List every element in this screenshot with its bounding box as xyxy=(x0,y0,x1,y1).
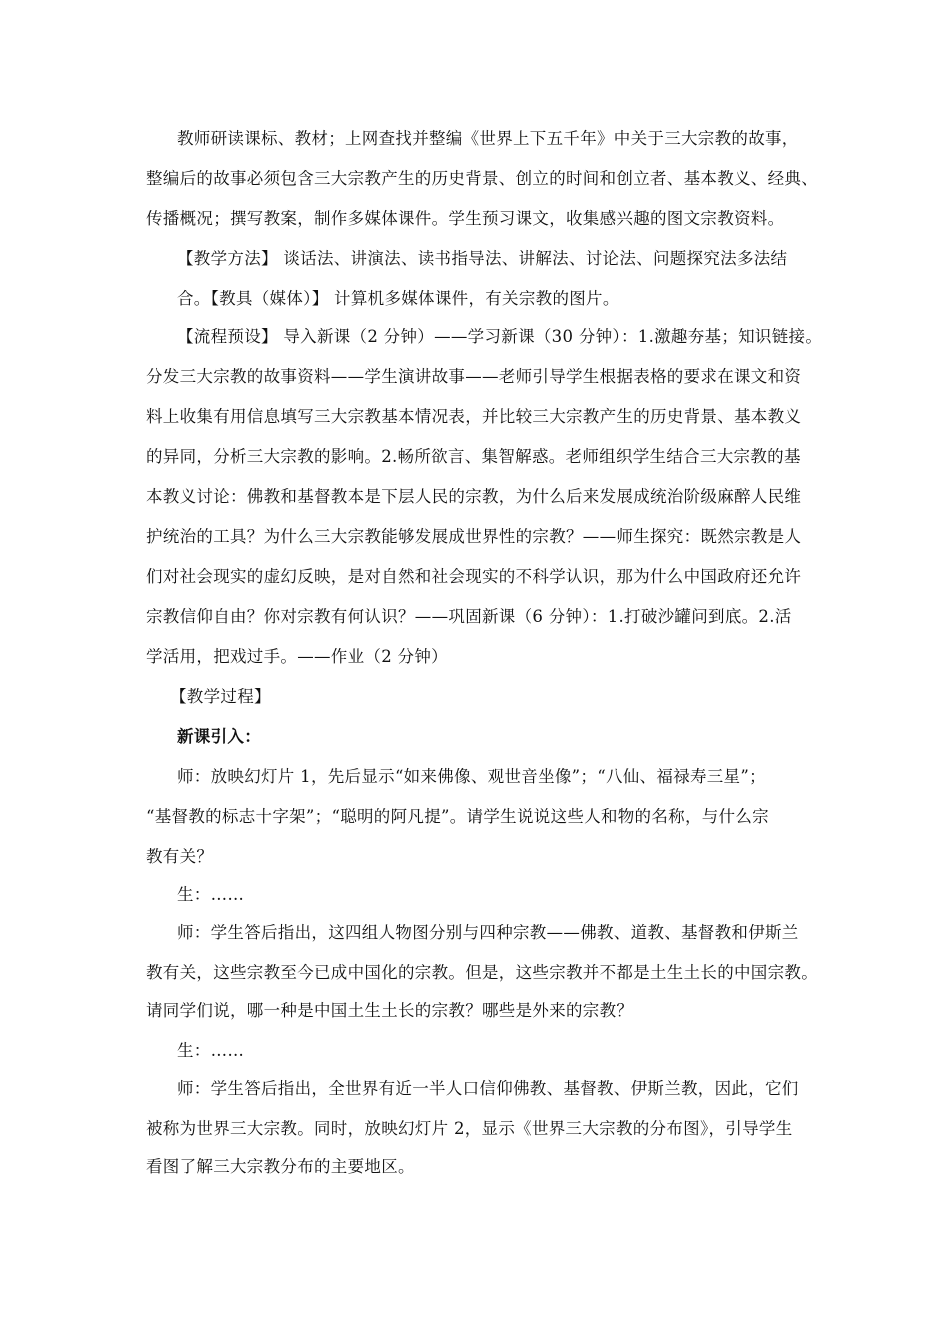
teacher-line: 师：放映幻灯片 1，先后显示“如来佛像、观世音坐像”；“八仙、福禄寿三星”； xyxy=(177,767,766,786)
teacher-line: 师：学生答后指出，这四组人物图分别与四种宗教——佛教、道教、基督教和伊斯兰 xyxy=(177,923,799,942)
paragraph-line: 请同学们说，哪一种是中国土生土长的宗教？哪些是外来的宗教？ xyxy=(146,1001,634,1020)
paragraph-line: 教有关，这些宗教至今已成中国化的宗教。但是，这些宗教并不都是土生土长的中国宗教。 xyxy=(146,963,818,982)
paragraph-line: 的异同，分析三大宗教的影响。2.畅所欲言、集智解惑。老师组织学生结合三大宗教的基 xyxy=(146,447,801,466)
student-line: 生：…… xyxy=(177,885,245,904)
paragraph-line: 本教义讨论：佛教和基督教本是下层人民的宗教，为什么后来发展成统治阶级麻醉人民维 xyxy=(146,487,802,506)
process-plan-line: 【流程预设】 导入新课（2 分钟）——学习新课（30 分钟）：1.激趣夯基；知识链接。 xyxy=(177,327,823,346)
student-line: 生：…… xyxy=(177,1041,245,1060)
paragraph-line: 们对社会现实的虚幻反映，是对自然和社会现实的不科学认识，那为什么中国政府还允许 xyxy=(146,567,802,586)
paragraph-line: 整编后的故事必须包含三大宗教产生的历史背景、创立的时间和创立者、基本教义、经典、 xyxy=(146,169,818,188)
paragraph-line: 料上收集有用信息填写三大宗教基本情况表，并比较三大宗教产生的历史背景、基本教义 xyxy=(146,407,802,426)
teacher-line: 师：学生答后指出，全世界有近一半人口信仰佛教、基督教、伊斯兰教，因此，它们 xyxy=(177,1079,799,1098)
paragraph-line: “基督教的标志十字架”；“聪明的阿凡提”。请学生说说这些人和物的名称，与什么宗 xyxy=(146,807,769,826)
paragraph-line: 教有关？ xyxy=(146,847,214,866)
paragraph-line: 宗教信仰自由？你对宗教有何认识？——巩固新课（6 分钟）：1.打破沙罐问到底。2.活 xyxy=(146,607,792,626)
paragraph-line: 传播概况；撰写教案，制作多媒体课件。学生预习课文，收集感兴趣的图文宗教资料。 xyxy=(146,209,785,228)
paragraph-line: 护统治的工具？为什么三大宗教能够发展成世界性的宗教？——师生探究：既然宗教是人 xyxy=(146,527,802,546)
section-heading: 【教学过程】 xyxy=(170,687,271,706)
teaching-method-line: 【教学方法】 谈话法、讲演法、读书指导法、讲解法、讨论法、问题探究法多法结 xyxy=(177,249,788,268)
paragraph-line: 分发三大宗教的故事资料——学生演讲故事——老师引导学生根据表格的要求在课文和资 xyxy=(146,367,802,386)
paragraph-line: 被称为世界三大宗教。同时，放映幻灯片 2，显示《世界三大宗教的分布图》，引导学生 xyxy=(146,1119,793,1138)
paragraph-line: 看图了解三大宗教分布的主要地区。 xyxy=(146,1157,415,1176)
teaching-aids-line: 合。【教具（媒体）】 计算机多媒体课件，有关宗教的图片。 xyxy=(177,289,620,308)
subsection-heading: 新课引入： xyxy=(177,727,261,746)
paragraph-line: 学活用，把戏过手。——作业（2 分钟） xyxy=(146,647,448,666)
paragraph-line: 教师研读课标、教材；上网查找并整编《世界上下五千年》中关于三大宗教的故事， xyxy=(177,129,799,148)
